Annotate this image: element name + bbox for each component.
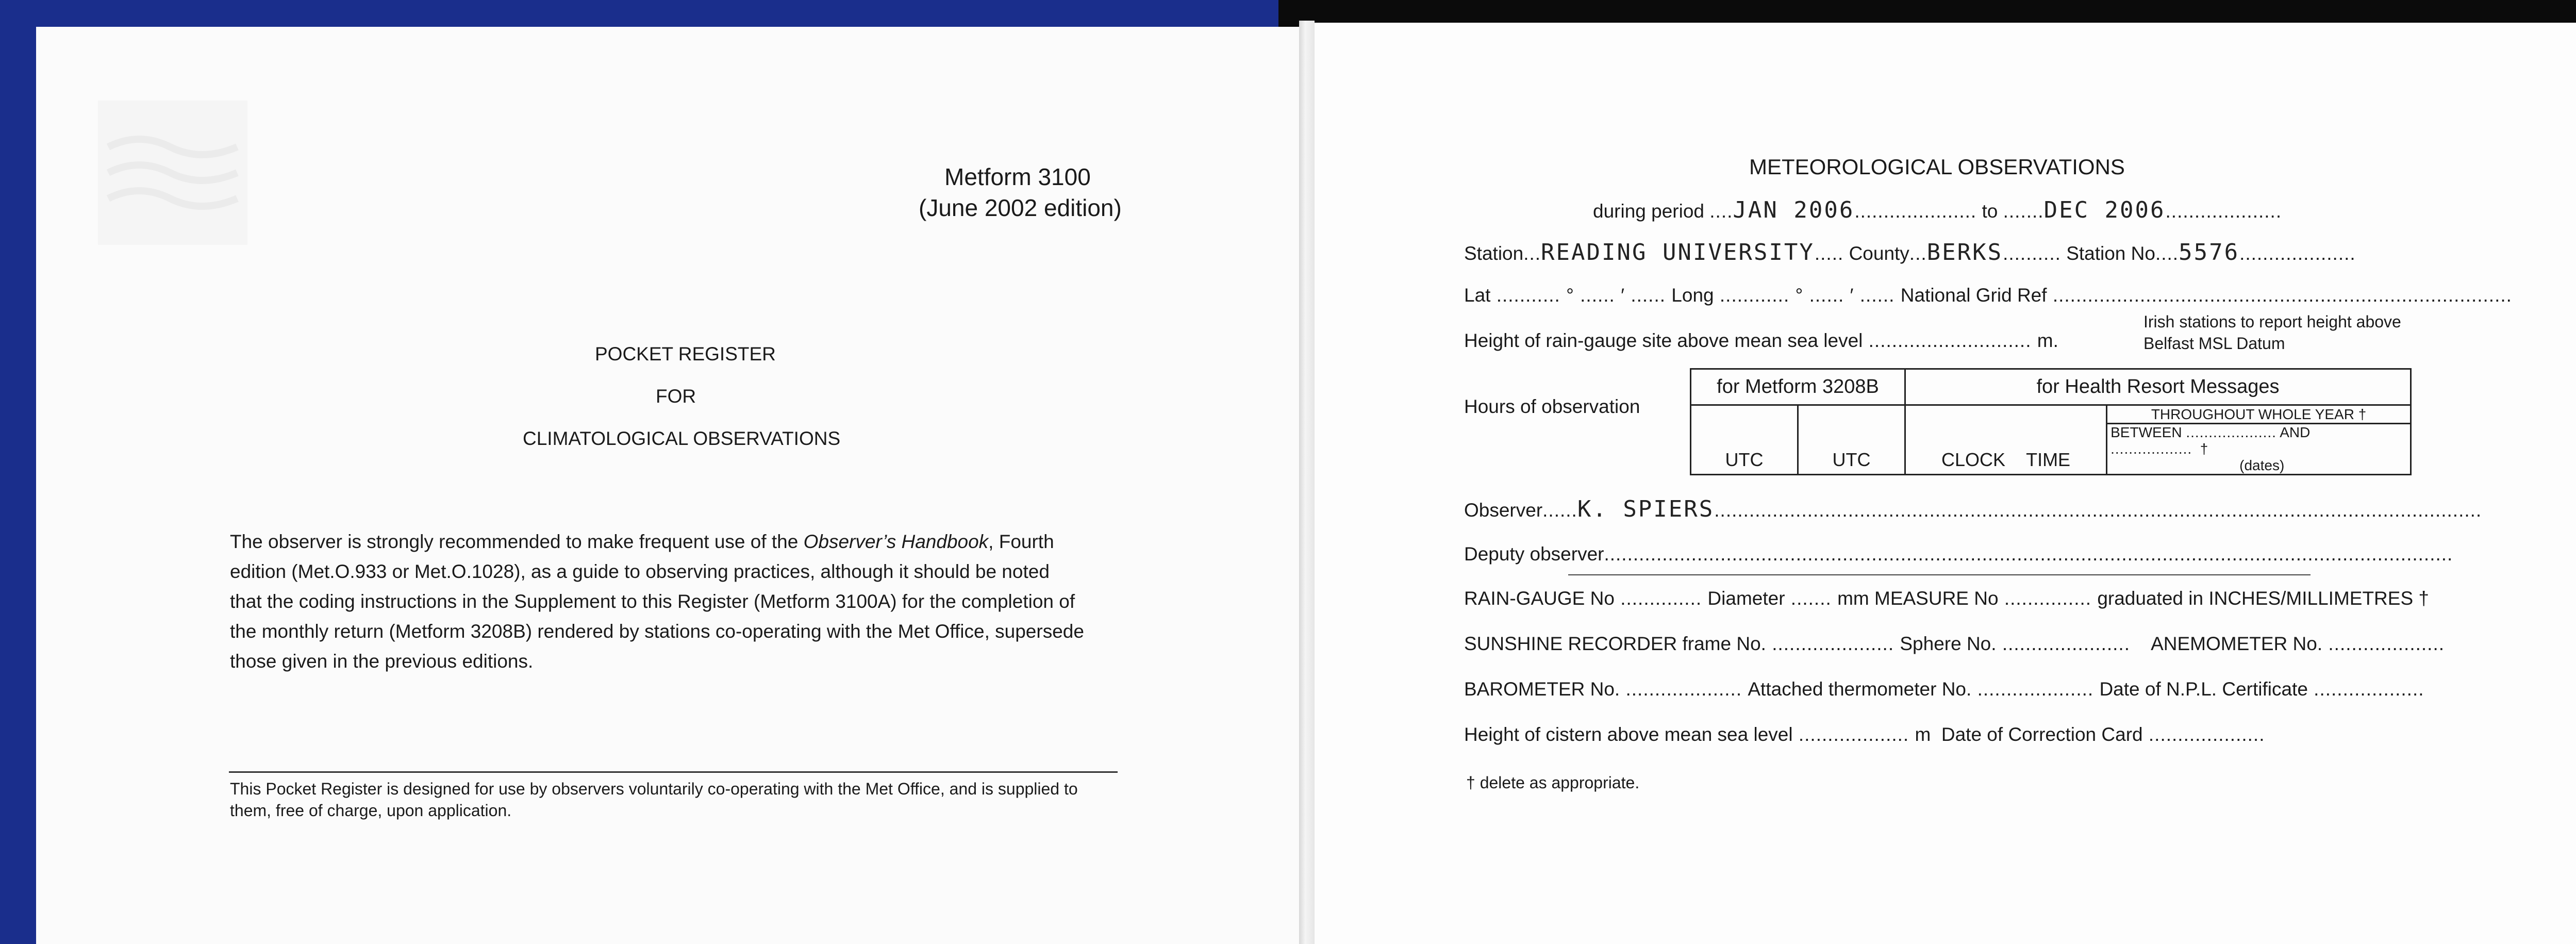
- intro-para-line-5: those given in the previous editions.: [230, 651, 534, 672]
- period-from-value: JAN 2006: [1733, 197, 1855, 223]
- lat-long-row: Lat ........... ° ...... ′ ...... Long ............ ° ...... ′ ...... National Grid Ref ...............................................................................: [1464, 285, 2512, 306]
- form-edition: (June 2002 edition): [919, 194, 1122, 221]
- rain-gauge-row: RAIN-GAUGE No .............. Diameter ....... mm MEASURE No ............... graduated in INCHES/MILLIMETRES †: [1464, 588, 2429, 609]
- utc-cell-1[interactable]: UTC: [1691, 405, 1798, 475]
- title-line-1: POCKET REGISTER: [595, 343, 776, 365]
- station-no-value: 5576: [2179, 239, 2240, 266]
- period-row: during period ....JAN 2006..................... to .......DEC 2006....................: [1593, 197, 2282, 223]
- footer-line-1: This Pocket Register is designed for use by observers voluntarily co-operating with the Met Office, and is supplied to: [230, 780, 1078, 798]
- observer-row: Observer......K. SPIERS....................................................................................................................................: [1464, 496, 2482, 522]
- utc-cell-2[interactable]: UTC: [1798, 405, 1905, 475]
- county-value: BERKS: [1926, 239, 2003, 266]
- table-col-metform: for Metform 3208B: [1691, 369, 1905, 405]
- throughout-year-cell: THROUGHOUT WHOLE YEAR †: [2107, 405, 2411, 424]
- delete-note: † delete as appropriate.: [1466, 773, 1640, 792]
- page-heading: METEOROLOGICAL OBSERVATIONS: [1749, 155, 2125, 179]
- clock-time-cell[interactable]: CLOCK TIME: [1905, 405, 2107, 475]
- met-office-logo-icon: [98, 101, 247, 245]
- irish-note-line-1: Irish stations to report height above: [2143, 312, 2401, 331]
- hours-label: Hours of observation: [1464, 396, 1640, 417]
- station-row: Station...READING UNIVERSITY..... County...BERKS.......... Station No....5576....................: [1464, 239, 2356, 266]
- footer-rule: [229, 771, 1118, 773]
- book-spine: [1299, 21, 1315, 944]
- table-col-health-resort: for Health Resort Messages: [1905, 369, 2411, 405]
- barometer-row: BAROMETER No. .................... Attached thermometer No. .................... Date of N.P.L. Certificate ...................: [1464, 678, 2424, 700]
- intro-para-line-2: edition (Met.O.933 or Met.O.1028), as a guide to observing practices, although it should be noted: [230, 561, 1050, 582]
- cistern-row: Height of cistern above mean sea level ................... m Date of Correction Card ....................: [1464, 724, 2265, 745]
- deputy-row: Deputy observer..................................................................................................................................................: [1464, 543, 2453, 565]
- intro-para-line-4: the monthly return (Metform 3208B) rendered by stations co-operating with the Met Office, supersede: [230, 621, 1084, 642]
- form-id: Metform 3100: [944, 163, 1091, 190]
- intro-para-line-1: The observer is strongly recommended to make frequent use of the Observer’s Handbook, Fourth: [230, 531, 1054, 552]
- separator-rule: [1568, 574, 2311, 575]
- footer-line-2: them, free of charge, upon application.: [230, 801, 512, 820]
- title-line-3: CLIMATOLOGICAL OBSERVATIONS: [523, 428, 841, 449]
- irish-note-line-2: Belfast MSL Datum: [2143, 334, 2285, 353]
- title-line-2: FOR: [656, 386, 696, 407]
- period-to-value: DEC 2006: [2043, 197, 2166, 223]
- intro-para-line-3: that the coding instructions in the Supplement to this Register (Metform 3100A) for the completion of: [230, 591, 1075, 612]
- observer-value: K. SPIERS: [1577, 496, 1715, 522]
- between-dates-cell[interactable]: BETWEEN .................... AND .................. † (dates): [2107, 424, 2411, 475]
- hours-table: [1690, 368, 2412, 475]
- sunshine-row: SUNSHINE RECORDER frame No. ..................... Sphere No. ...................... ANEMOMETER No. ....................: [1464, 633, 2445, 654]
- station-value: READING UNIVERSITY: [1541, 239, 1815, 266]
- gauge-height-row: Height of rain-gauge site above mean sea level ............................ m.: [1464, 330, 2058, 351]
